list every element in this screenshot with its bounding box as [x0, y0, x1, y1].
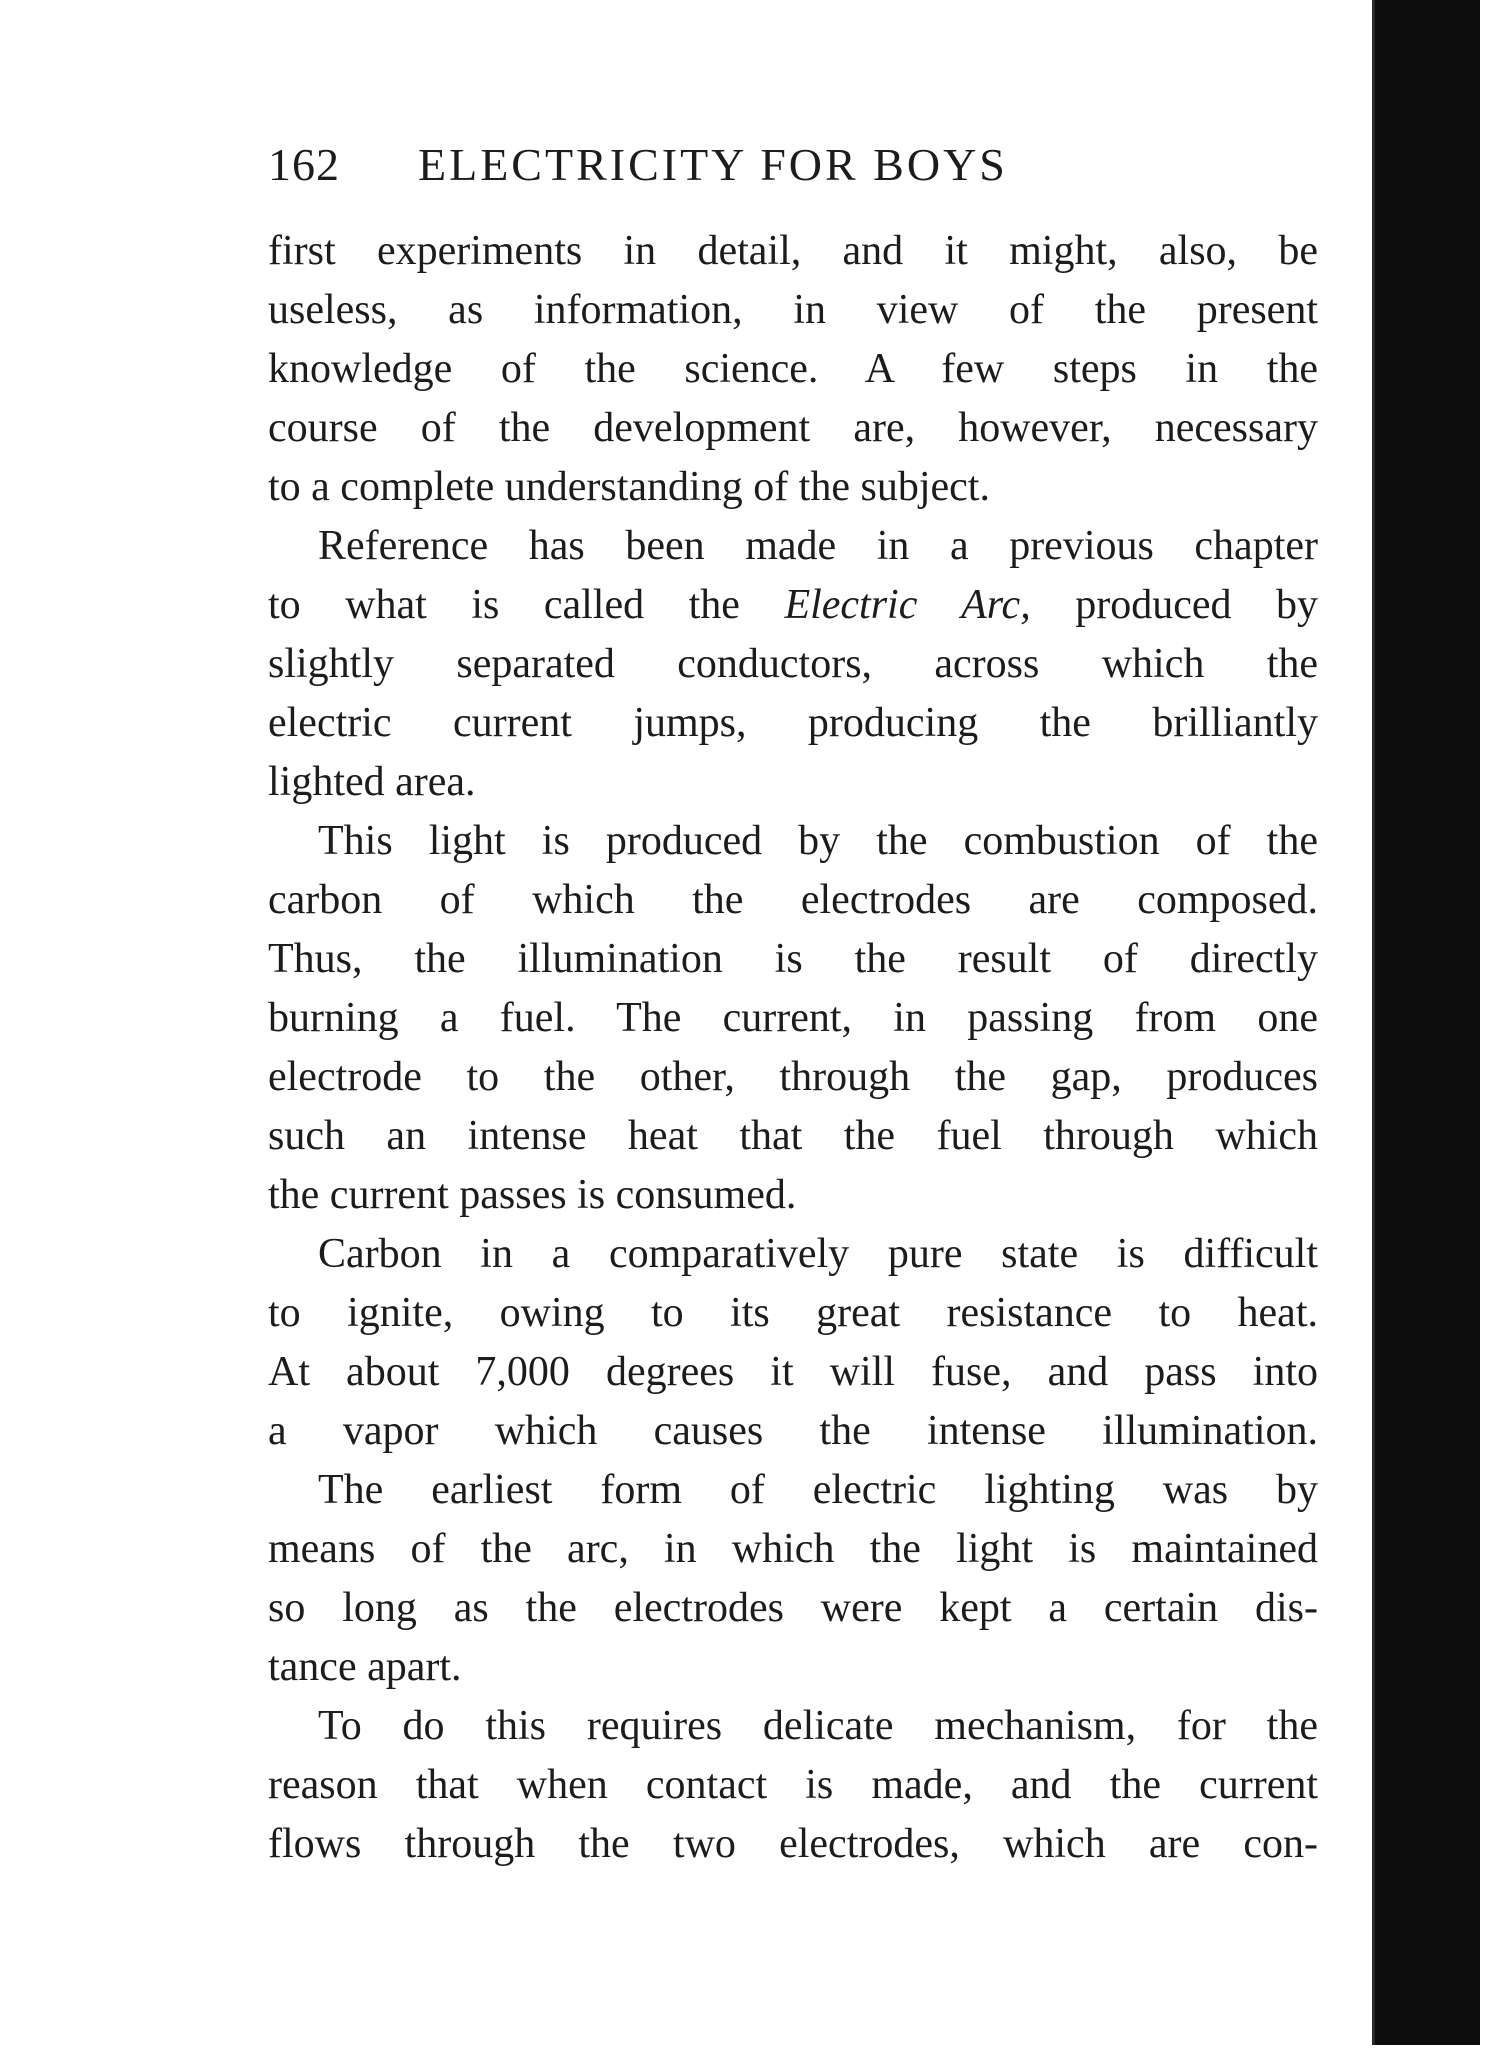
text-line: flows through the two electrodes, which are con-: [268, 1821, 1318, 1867]
text-line: to a complete understanding of the subject.: [268, 464, 990, 510]
book-title: ELECTRICITY FOR BOYS: [418, 139, 1008, 190]
text-line: course of the development are, however, necessary: [268, 405, 1318, 451]
text-line: reason that when contact is made, and the current: [268, 1762, 1318, 1808]
paragraph-2: [268, 517, 1318, 812]
paragraph-6: [268, 1697, 1318, 1874]
text-line: To do this requires delicate mechanism, for the: [318, 1703, 1318, 1749]
text-line: electrode to the other, through the gap, produces: [268, 1054, 1318, 1100]
text-line: tance apart.: [268, 1644, 462, 1690]
text-line: electric current jumps, producing the brilliantly: [268, 700, 1318, 746]
text-fragment: to what is called the: [268, 582, 785, 628]
text-fragment: produced by: [1030, 582, 1318, 628]
text-line: slightly separated conductors, across which the: [268, 641, 1318, 687]
scan-dark-edge: [1372, 0, 1480, 2045]
text-line: first experiments in detail, and it might, also, be: [268, 228, 1318, 274]
paragraph-5: [268, 1461, 1318, 1697]
text-line: to ignite, owing to its great resistance to heat.: [268, 1290, 1318, 1336]
text-line: knowledge of the science. A few steps in the: [268, 346, 1318, 392]
text-line: Reference has been made in a previous chapter: [318, 523, 1318, 569]
text-line: At about 7,000 degrees it will fuse, and pass into: [268, 1349, 1318, 1395]
body-text: [268, 222, 1318, 1874]
text-line: means of the arc, in which the light is maintained: [268, 1526, 1318, 1572]
text-line-with-italic: [268, 576, 1318, 635]
paragraph-4: [268, 1225, 1318, 1461]
page-number: 162: [268, 139, 340, 190]
paragraph-1: [268, 222, 1318, 517]
text-line: the current passes is consumed.: [268, 1172, 797, 1218]
text-line: a vapor which causes the intense illumination.: [268, 1408, 1318, 1454]
text-line: burning a fuel. The current, in passing from one: [268, 995, 1318, 1041]
text-line: useless, as information, in view of the present: [268, 287, 1318, 333]
text-line: This light is produced by the combustion of the: [318, 818, 1318, 864]
running-head: [268, 135, 1318, 195]
text-line: carbon of which the electrodes are composed.: [268, 877, 1318, 923]
text-line: Carbon in a comparatively pure state is difficult: [318, 1231, 1318, 1277]
italic-term: Electric Arc,: [784, 582, 1031, 628]
text-line: so long as the electrodes were kept a certain dis-: [268, 1585, 1318, 1631]
text-line: lighted area.: [268, 759, 476, 805]
text-line: Thus, the illumination is the result of directly: [268, 936, 1318, 982]
text-line: The earliest form of electric lighting was by: [318, 1467, 1318, 1513]
paragraph-3: [268, 812, 1318, 1225]
text-line: such an intense heat that the fuel through which: [268, 1113, 1318, 1159]
